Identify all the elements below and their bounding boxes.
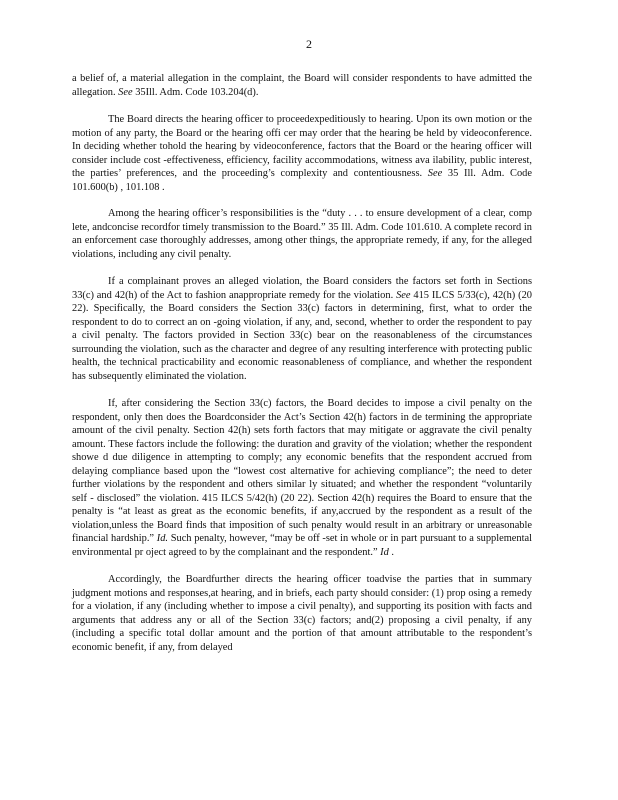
- paragraph-text: Such penalty, however, “may be off -set in whole or in part pursuant to a supplemental environmental pr oject agreed to by the complainant and the respondent.”: [72, 533, 532, 558]
- paragraph-section-33c-factors: [72, 275, 532, 383]
- document-body: [72, 72, 532, 654]
- paragraph-text: The Board directs the hearing officer to proceedexpeditiously to hearing. Upon its own motion or the motion of any party, the Board or the hearing offi cer may order that the hearing be held by videoconference. In deciding whether tohold the hearing by videoconference, factors that the Board or the hearing officer will consider include cost -effectiveness, efficiency, facility accommodations, witness ava ilability, public interest, the parties’ preferences, and the proceeding’s complexity and contentiousness.: [72, 114, 532, 179]
- paragraph-party-considerations: [72, 573, 532, 654]
- paragraph-admitted-allegation: [72, 72, 532, 99]
- citation-signal: Id: [380, 546, 389, 558]
- paragraph-text: 35Ill. Adm. Code 103.204(d).: [132, 86, 259, 98]
- paragraph-text: 415 ILCS 5/33(c), 42(h) (20 22). Specifically, the Board considers the Section 33(c) factors in determining, first, what to order the respondent to do to correct an on -going violation, if any, and, second, whether to order the respondent to pay a civil penalty. The factors provided in Section 33(c) bear on the reasonableness of the circumstances surrounding the violation, such as the character and degree of any resulting interference with protecting public health, the technical practicability and economic reasonableness of compliance, and whether the respondent has subsequently eliminated the violation.: [72, 289, 532, 382]
- paragraph-text: 35 Ill. Adm. Code 101.600(b) , 101.108 .: [72, 168, 532, 193]
- paragraph-text: .: [388, 546, 395, 558]
- citation-signal: See: [118, 86, 133, 98]
- paragraph-text: Among the hearing officer’s responsibilities is the “duty . . . to ensure development of a clear, comp lete, andconcise recordfor timely transmission to the Board.” 35 Ill. Adm. Code 101.610. A complete record in an enforcement case thoroughly addresses, among other things, the appropriate remedy, if any, for the alleged violations, including any civil penalty.: [72, 208, 532, 260]
- citation-signal: See: [396, 289, 411, 301]
- paragraph-hearing-directive: [72, 113, 532, 194]
- page-number: 2: [306, 37, 312, 51]
- paragraph-text: Accordingly, the Boardfurther directs the hearing officer toadvise the parties that in summary judgment motions and responses,at hearing, and in briefs, each party should consider: (1) prop osing a remedy for a violation, if any (including whether to impose a civil penalty), and supporting its position with facts and arguments that address any or all of the Section 33(c) factors; and(2) proposing a civil penalty, if any (including a specific total dollar amount and the portion of that amount attributable to the respondent’s economic benefit, if any, from delayed: [72, 574, 532, 653]
- citation-signal: See: [427, 168, 443, 179]
- paragraph-text: If, after considering the Section 33(c) factors, the Board decides to impose a civil penalty on the respondent, only then does the Boardconsider the Act’s Section 42(h) factors in de termining the appropriate amount of the civil penalty. Section 42(h) sets forth factors that may mitigate or aggravate the civil penalty amount. These factors include the following: the duration and gravity of the violation; whether the respondent showe d due diligence in attempting to comply; any economic benefits that the respondent accrued from delaying compliance based upon the “lowest cost alternative for achieving compliance”; the need to deter further violations by the respondent and others similar ly situated; and whether the respondent “voluntarily self - disclosed” the violation. 415 ILCS 5/42(h) (20 22). Section 42(h) requires the Board to ensure that the penalty is “at least as great as the economic benefits, if any,accrued by the respondent as a result of the violation,unless the Board finds that imposition of such penalty would result in an arbitrary or unreasonable financial hardship.”: [72, 398, 532, 544]
- paragraph-hearing-officer-duty: [72, 207, 532, 261]
- citation-signal: Id.: [156, 533, 169, 544]
- paragraph-text: a belief of, a material allegation in the complaint, the Board will consider respondents to have admitted the allegation.: [72, 73, 532, 98]
- paragraph-text: If a complainant proves an alleged violation, the Board considers the factors set forth in Sections 33(c) and 42(h) of the Act to fashion anappropriate remedy for the violation.: [72, 276, 532, 301]
- paragraph-section-42h-factors: [72, 397, 532, 559]
